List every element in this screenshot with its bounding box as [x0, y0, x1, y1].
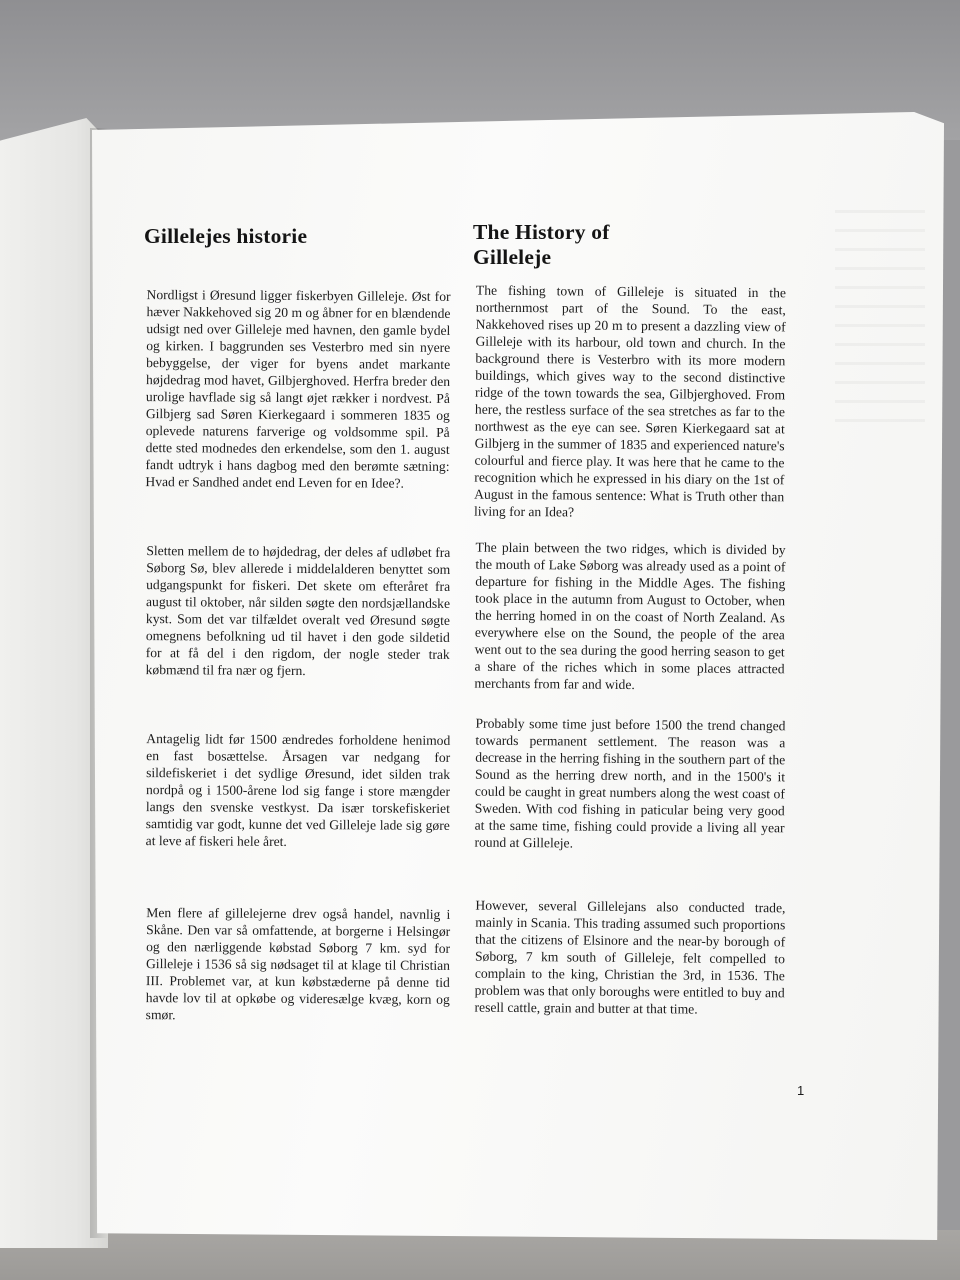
english-paragraph-3: Probably some time just before 1500 the trend changed towards permanent settlement. The reason was a decrease in the herring fishing in the southern part of the Sound as the herring drew north, and in the 1500's it could be caught in great numbers along the west coast of Sweden. With cod fishing in paticular being very good at the same time, fishing could provide a living all year round at Gilleleje. — [474, 715, 786, 851]
danish-paragraph-1: Nordligst i Øresund ligger fiskerbyen Gilleleje. Øst for hæver Nakkehoved sig 20 m og åbner for en blændende udsigt ned over Gilleleje med havnen, den gamle bydel og kirken. I baggrunden ses Vesterbro med sin nyere bebyggelse, der viger for byens andet markante højdedrag mod havet, Gilbjerghoved. Herfra breder den urolige havflade sig så langt øjet rækker i nordvest. På Gilbjerg sad Søren Kierkegaard i sommeren 1835 og oplevede naturens farverige og voldsomme spil. På dette sted modnedes den erkendelse, som den 1. august fandt udtryk i hans dagbog med den berømte sætning: Hvad er Sandhed andet end Leven for en Idee?. — [145, 287, 451, 491]
danish-title: Gillelejes historie — [144, 224, 308, 248]
danish-paragraph-4: Men flere af gillelejerne drev også handel, navnlig i Skåne. Den var så omfattende, at borgerne i Helsingør og den nærliggende købstad Søborg 7 km. syd for Gilleleje i 1536 så sig nødsaget til at klage til Christian III. Problemet var, at kun købstæderne på denne tid havde lov til at opkøbe og videresælge kvæg, korn og smør. — [145, 905, 451, 1023]
english-paragraph-4: However, several Gillelejans also conducted trade, mainly in Scania. This trading assumed such proportions that the citizens of Elsinore and the near-by borough of Søborg, 7 km south of Gilleleje, felt compelled to complain to the king, Christian the 3rd, in 1536. The problem was that only boroughs were entitled to buy and resell cattle, grain and butter at that time. — [474, 897, 786, 1017]
english-paragraph-1: The fishing town of Gilleleje is situated in the northernmost part of the Sound. To the east, Nakkehoved rises up 20 m to present a dazzling view of Gilleleje with its harbour, old town and church. In the background there is Vesterbro with its more modern buildings, which gives way to the second distinctive ridge of the town towards the sea, Gilbjerghoved. From here, the restless surface of the sea stretches as far to the northwest as the eye can see. Søren Kierkegaard sat at Gilbjerg in the summer of 1835 and experienced nature's colourful and fierce play. It was here that he came to the recognition which he expressed in his diary on the 1st of August in the famous sentence: What is Truth other than living for an Idea? — [473, 282, 787, 520]
english-title: The History of Gilleleje — [473, 220, 610, 269]
danish-paragraph-3: Antagelig lidt før 1500 ændredes forholdene henimod en fast bosættelse. Årsagen var nedgang for sildefiskeriet i det sydlige Øresund, idet silden trak nordpå og i 1500-årene lod sig fange i store mængder langs den svenske vestkyst. Da især torskefiskeriet samtidig var godt, kunne det ved Gilleleje lade sig gøre at leve af fiskeri hele året. — [145, 731, 451, 849]
danish-paragraph-2: Sletten mellem de to højdedrag, der deles af udløbet fra Søborg Sø, blev allerede i middelalderen benyttet som udgangspunkt for fiskeri. Det skete om efteråret fra august til oktober, når silden søgte den nordsjællandske kyst. Som det var tilfældet overalt ved Øresund søgte omegnens befolkning ud til havet i den gode sildetid for at få del i den rigdom, der nogle steder trak købmænd til fra nær og fjern. — [145, 543, 451, 679]
show-through-text — [835, 210, 925, 430]
english-paragraph-2: The plain between the two ridges, which is divided by the mouth of Lake Søborg was already used as a point of departure for fishing in the Middle Ages. The fishing took place in the autumn from August to October, when the herring homed in on the coast of North Zealand. As everywhere else on the Sound, the people of the area went out to the sea during the good herring season to get a share of the riches which in some places attracted merchants from far and wide. — [474, 539, 786, 693]
page-number: 1 — [797, 1083, 805, 1098]
